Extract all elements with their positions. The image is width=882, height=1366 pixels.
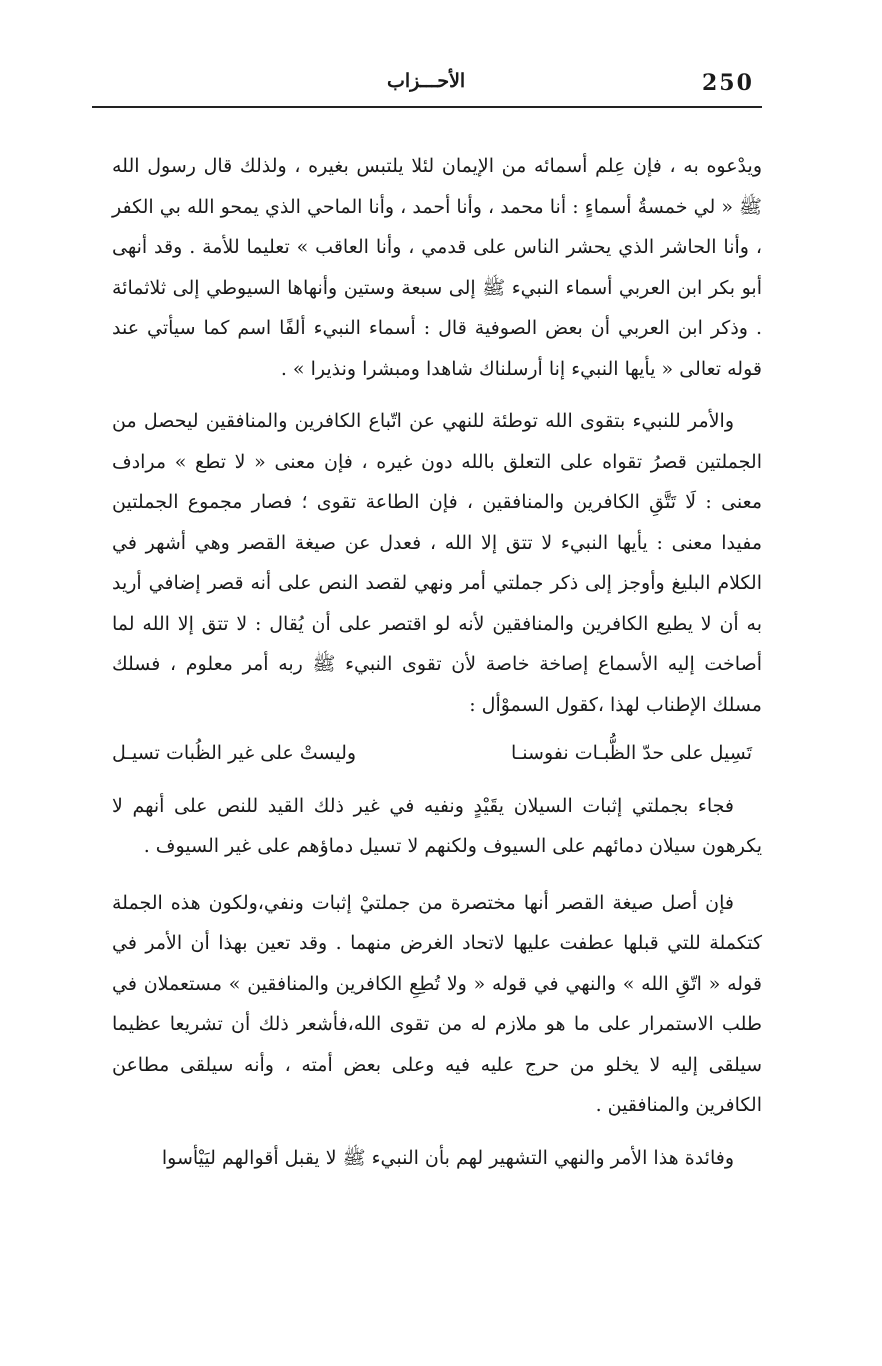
paragraph-5: وفائدة هذا الأمر والنهي التشهير لهم بأن النبيء ﷺ لا يقبل أقوالهم ليَيْأسوا [161,1146,734,1169]
verse-second-hemistich: وليستْ على غير الظُبات تسيـل [112,742,357,764]
header-divider [92,106,762,108]
verse-first-hemistich: تَسِيل على حدّ الظُّبـات نفوسنـا [510,742,752,764]
running-title: الأحـــزاب [387,70,466,92]
paragraph-2: والأمر للنبيء بتقوى الله توطئة للنهي عن اتّباع الكافرين والمنافقين ليحصل من الجملتين قصرُ تقواه على التعلق بالله دون غيره ، فإن معنى « لا تطع » مرادف معنى : لَا تَتَّقِ الكافرين والمنافقين ، فإن الطاعة تقوى ؛ فصار مجموع الجملتين مفيدا معنى : يأيها النبيء لا تتق إلا الله ، فعدل عن صيغة القصر وهي أشهر في الكلام البليغ وأوجز إلى ذكر جملتي أمر ونهي لقصد النص على أنه قصر إضافي أريد به أن لا يطيع الكافرين والمنافقين لأنه لو اقتصر على أن يُقال : لا تتق إلا الله لما أصاخت إليه الأسماع إصاخة خاصة لأن تقوى النبيء ﷺ ربه أمر معلوم ، فسلك مسلك الإطناب لهذا ،كقول السموْأل : [112,410,762,716]
poetry-verse [112,733,762,774]
paragraph-3: فجاء بجملتي إثبات السيلان يقَيْدٍ ونفيه في غير ذلك القيد للنص على أنهم لا يكرهون سيلان دمائهم على السيوف ولكنهم لا تسيل دماؤهم على غير السيوف . [112,794,762,857]
page-number: 250 [702,70,754,96]
paragraph-1: ويدْعوه به ، فإن عِلم أسمائه من الإيمان لئلا يلتبس بغيره ، ولذلك قال رسول الله ﷺ « لي خمسةُ أسماءٍ : أنا محمد ، وأنا أحمد ، وأنا الماحي الذي يمحو الله بي الكفر ، وأنا الحاشر الذي يحشر الناس على قدمي ، وأنا العاقب » تعليما للأمة . وقد أنهى أبو بكر ابن العربي أسماء النبيء ﷺ إلى سبعة وستين وأنهاها السيوطي إلى ثلاثمائة . وذكر ابن العربي أن بعض الصوفية قال : أسماء النبيء ألفًا اسم كما سيأتي عند قوله تعالى « يأيها النبيء إنا أرسلناك شاهدا ومبشرا ونذيرا » . [112,155,762,380]
body-text [112,146,762,1178]
paragraph-4: فإن أصل صيغة القصر أنها مختصرة من جملتيْ إثبات ونفي،ولكون هذه الجملة كتكملة للتي قبلها عطفت عليها لاتحاد الغرض منهما . وقد تعين بهذا أن الأمر في قوله « اتّقِ الله » والنهي في قوله « ولا تُطِعِ الكافرين والمنافقين » مستعملان في طلب الاستمرار على ما هو ملازم له من تقوى الله،فأشعر ذلك أن تشريعا عظيما سيلقى إليه لا يخلو من حرج عليه فيه وعلى بعض أمته ، وأنه سيلقى مطاعن الكافرين والمنافقين . [112,891,762,1116]
